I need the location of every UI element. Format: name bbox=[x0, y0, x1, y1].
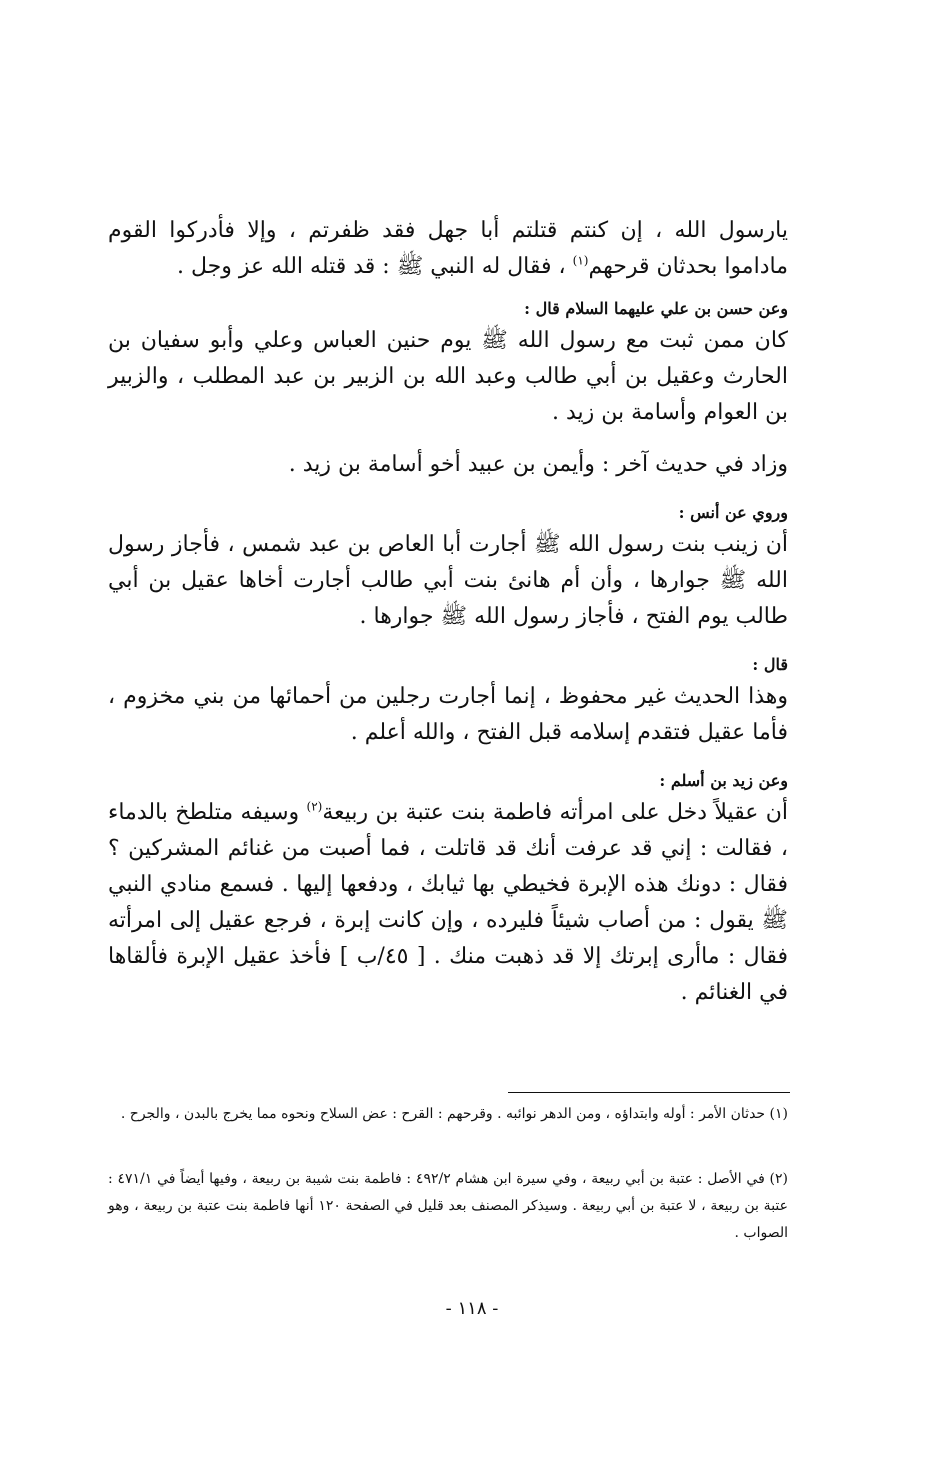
footnote-1: (١) حدثان الأمر : أوله وابتداؤه ، ومن الدهر نوائبه . وقرحهم : القرح : عض السلاح ونحوه مما يخرج بالبدن ، والجرح . bbox=[120, 1106, 788, 1122]
paragraph-6: أن عقيلاً دخل على امرأته فاطمة بنت عتبة بن ربيعة$^{(٢)}$ وسيفه متلطخ بالدماء ، فقالت : إني قد عرفت أنك قد قاتلت ، فما أصبت من غنائم المشركين ؟ فقال : دونك هذه الإبرة فخيطي بها ثيابك ، ودفعها إليها . فسمع منادي النبي ﷺ يقول : من أصاب شيئاً فليرده ، وإن كانت إبرة ، فرجع عقيل إلى امرأته فقال : ماأرى إبرتك إلا قد ذهبت منك . [ ٤٥/ب ] فأخذ عقيل الإبرة فألقاها في الغنائم . bbox=[108, 799, 789, 1005]
narration-heading-anas: وروي عن أنس : bbox=[678, 503, 788, 522]
footnote-ref-2: (٢) bbox=[306, 799, 323, 814]
paragraph-5: وهذا الحديث غير محفوظ ، إنما أجارت رجلين من أحمائها من بني مخزوم ، فأما عقيل فتقدم إسلامه قبل الفتح ، والله أعلم . bbox=[108, 684, 788, 745]
page-number: - ١١٨ - bbox=[445, 1298, 499, 1319]
paragraph-3: وزاد في حديث آخر : وأيمن بن عبيد أخو أسامة بن زيد . bbox=[288, 452, 788, 477]
paragraph-2: كان ممن ثبت مع رسول الله ﷺ يوم حنين العباس وعلي وأبو سفيان بن الحارث وعقيل بن أبي طالب وعبد الله بن الزبير بن عبد المطلب ، والزبير بن العوام وأسامة بن زيد . bbox=[108, 328, 788, 425]
narration-heading-qala: قال : bbox=[752, 655, 788, 674]
main-text bbox=[108, 213, 788, 1011]
footnote-separator bbox=[508, 1092, 790, 1093]
narration-heading-hasan: وعن حسن بن علي عليهما السلام قال : bbox=[524, 299, 788, 318]
paragraph-1: يارسول الله ، إن كنتم قتلتم أبا جهل فقد ظفرتم ، وإلا فأدركوا القوم ماداموا بحدثان قرحهم$^{(١)}$ ، فقال له النبي ﷺ : قد قتله الله عز وجل . bbox=[108, 218, 788, 279]
footnote-ref-1: (١) bbox=[572, 253, 589, 268]
paragraph-4: أن زينب بنت رسول الله ﷺ أجارت أبا العاص بن عبد شمس ، فأجاز رسول الله ﷺ جوارها ، وأن أم هانئ بنت أبي طالب أجارت أخاها عقيل بن أبي طالب يوم الفتح ، فأجاز رسول الله ﷺ جوارها . bbox=[108, 532, 788, 629]
narration-heading-zayd: وعن زيد بن أسلم : bbox=[659, 771, 788, 790]
footnote-2: (٢) في الأصل : عتبة بن أبي ربيعة ، وفي سيرة ابن هشام ٤٩٢/٢ : فاطمة بنت شيبة بن ربيعة ، وفيها أيضاً في ٤٧١/١ : عتبة بن ربيعة ، لا عتبة بن أبي ربيعة . وسيذكر المصنف بعد قليل في الصفحة ١٢٠ أنها فاطمة بنت عتبة بن ربيعة ، وهو الصواب . bbox=[108, 1171, 789, 1241]
